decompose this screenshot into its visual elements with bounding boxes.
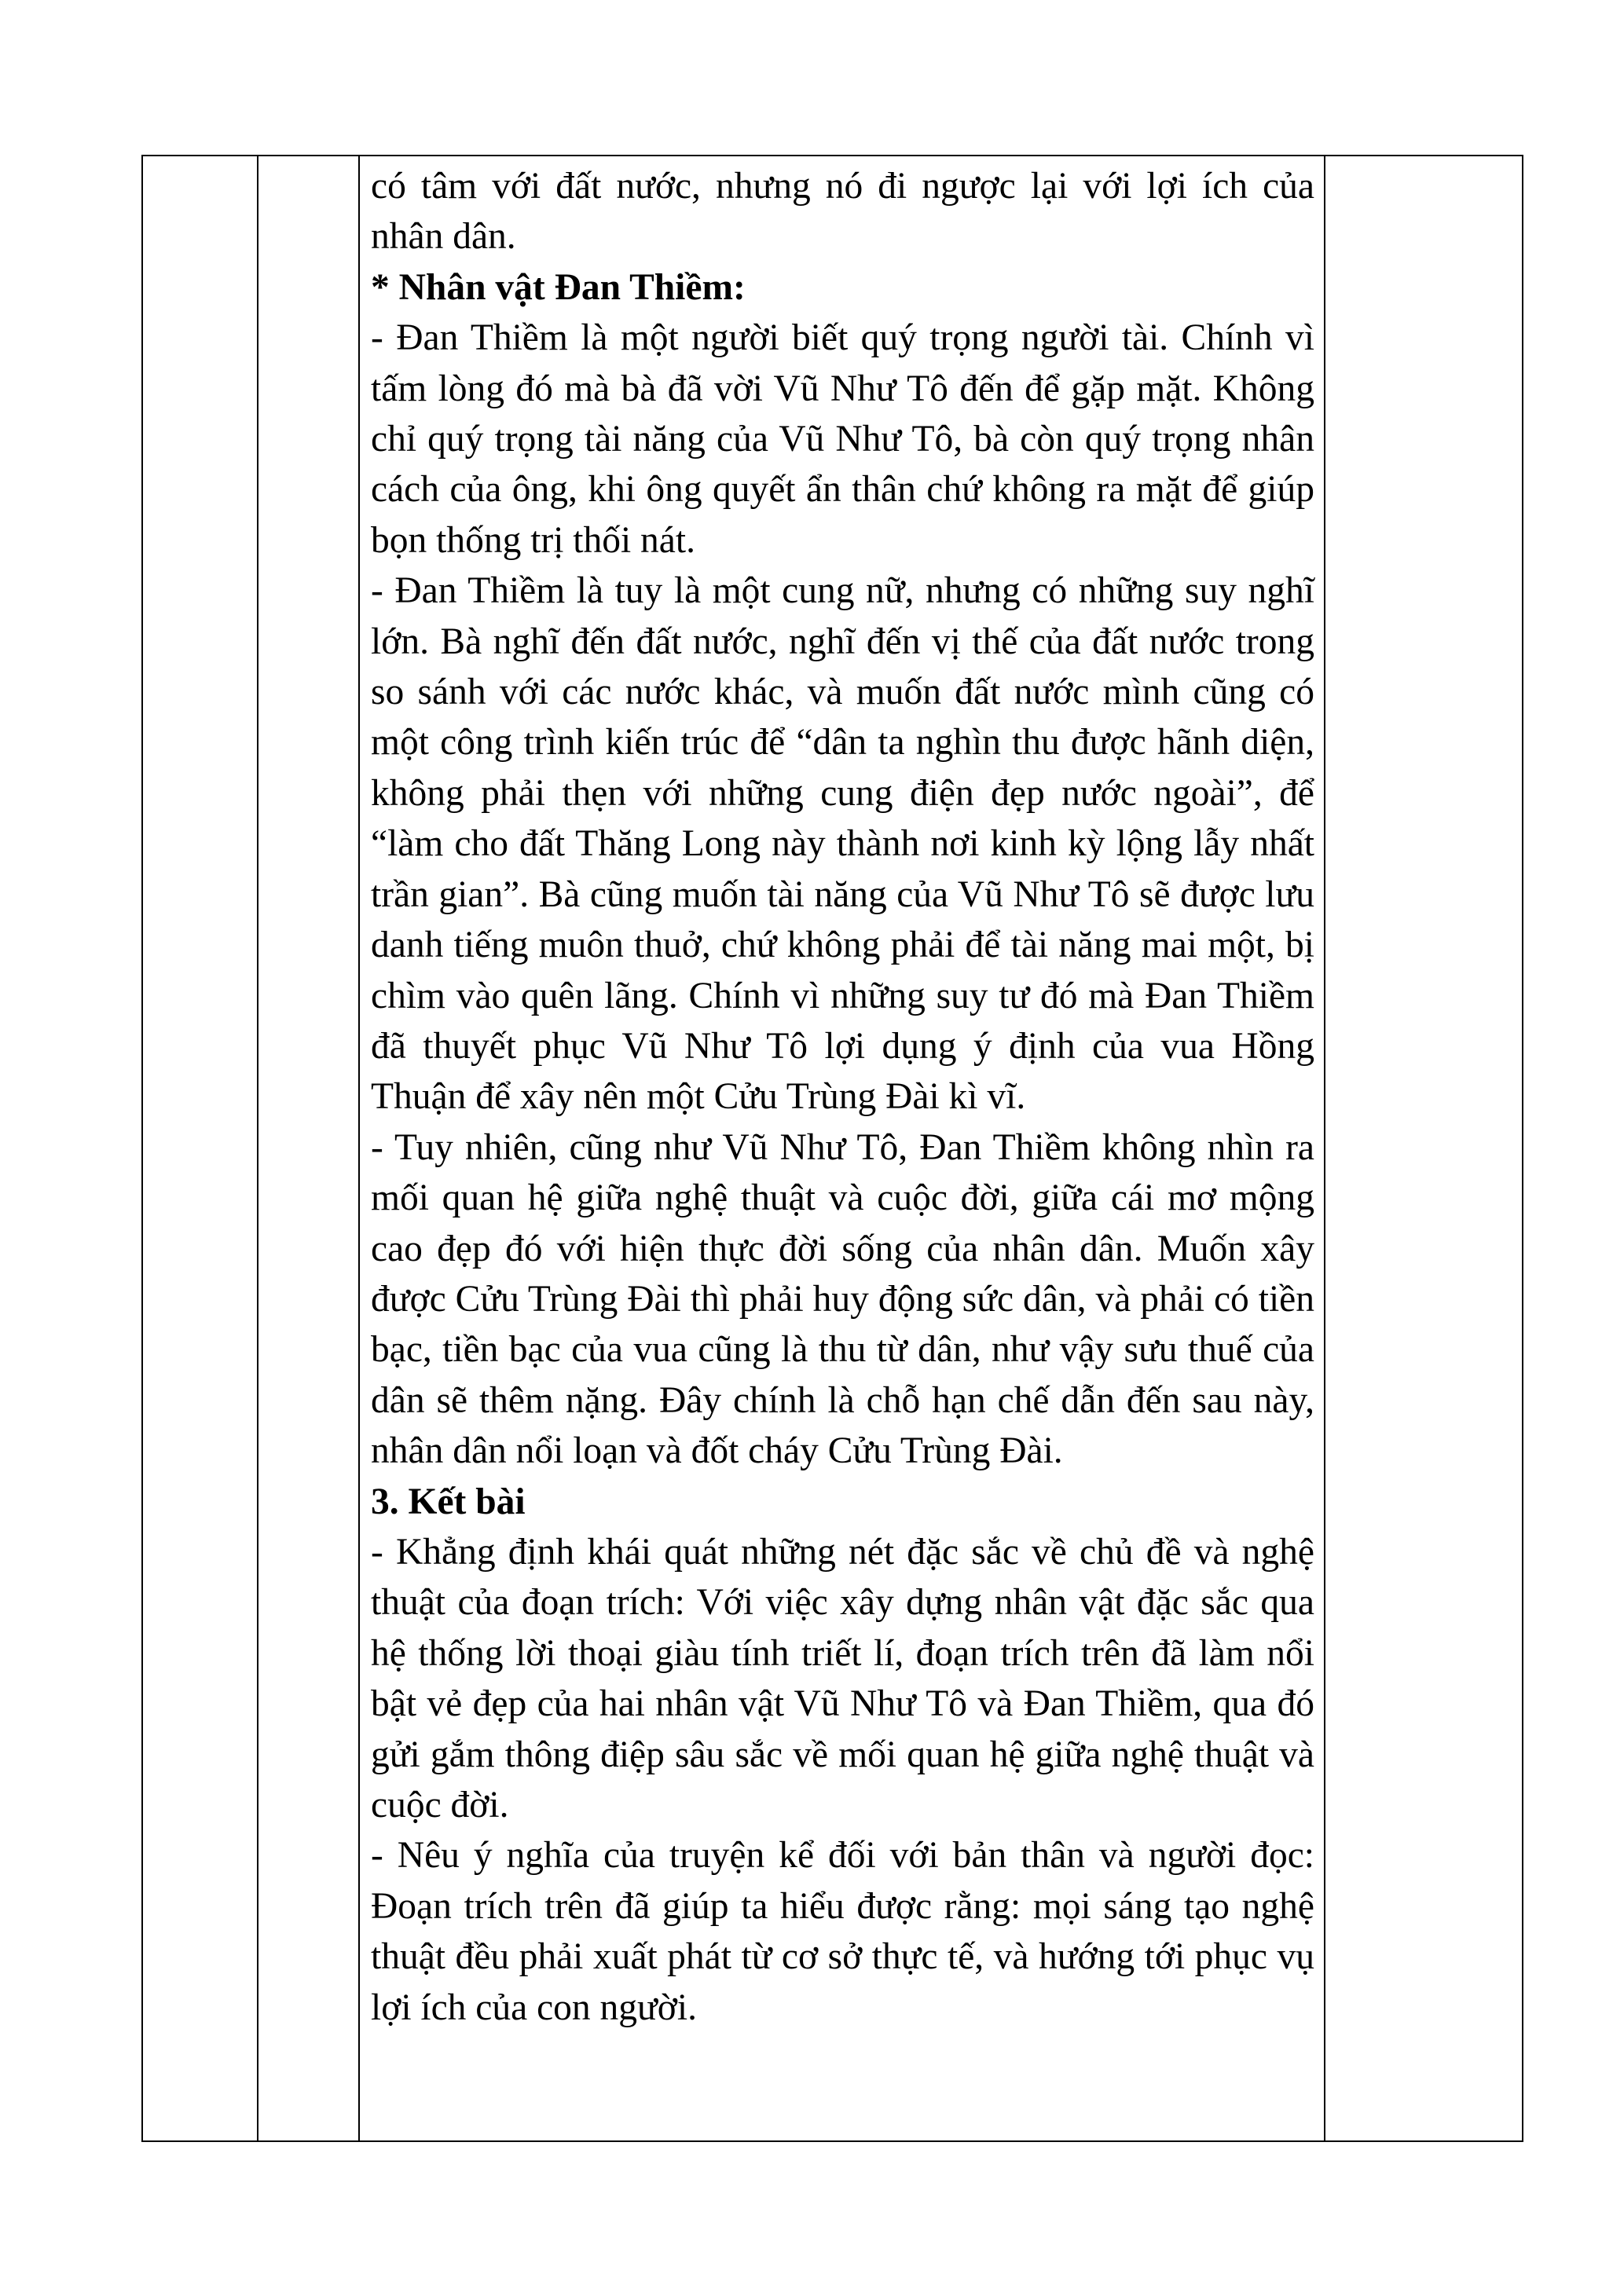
paragraph-conclusion-affirm: - Khẳng định khái quát những nét đặc sắc về chủ đề và nghệ thuật của đoạn trích: Với việc xây dựng nhân vật đặc sắc qua hệ thống lời thoại giàu tính triết lí, đoạn trích trên đã làm nổi bật vẻ đẹp của hai nhân vật Vũ Như Tô và Đan Thiềm, qua đó gửi gắm thông điệp sâu sắc về mối quan hệ giữa nghệ thuật và cuộc đời.	[371, 1531, 1314, 1825]
heading-conclusion: 3. Kết bài	[371, 1481, 526, 1522]
heading-dan-thiem: * Nhân vật Đan Thiềm:	[371, 266, 746, 308]
table-cell-score	[1325, 156, 1523, 2141]
table-cell-blank-2	[258, 156, 359, 2141]
paragraph-conclusion-meaning: - Nêu ý nghĩa của truyện kể đối với bản thân và người đọc: Đoạn trích trên đã giúp ta hiểu được rằng: mọi sáng tạo nghệ thuật đều phải xuất phát từ cơ sở thực tế, và hướng tới phục vụ lợi ích của con người.	[371, 1835, 1314, 2028]
content-cell	[359, 156, 1325, 2141]
table-cell-blank-1	[142, 156, 258, 2141]
paragraph-dan-thiem-values-talent: - Đan Thiềm là một người biết quý trọng người tài. Chính vì tấm lòng đó mà bà đã vời Vũ Như Tô đến để gặp mặt. Không chỉ quý trọng tài năng của Vũ Như Tô, bà còn quý trọng nhân cách của ông, khi ông quyết ẩn thân chứ không ra mặt để giúp bọn thống trị thối nát.	[371, 317, 1314, 561]
answer-table	[141, 155, 1523, 2142]
paragraph-dan-thiem-big-thoughts: - Đan Thiềm là tuy là một cung nữ, nhưng có những suy nghĩ lớn. Bà nghĩ đến đất nước, nghĩ đến vị thế của đất nước trong so sánh với các nước khác, và muốn đất nước mình cũng có một công trình kiến trúc để “dân ta nghìn thu được hãnh diện, không phải thẹn với những cung điện đẹp nước ngoài”, để “làm cho đất Thăng Long này thành nơi kinh kỳ lộng lẫy nhất trần gian”. Bà cũng muốn tài năng của Vũ Như Tô sẽ được lưu danh tiếng muôn thuở, chứ không phải để tài năng mai một, bị chìm vào quên lãng. Chính vì những suy tư đó mà Đan Thiềm đã thuyết phục Vũ Như Tô lợi dụng ý định của vua Hồng Thuận để xây nên một Cửu Trùng Đài kì vĩ.	[371, 570, 1314, 1118]
paragraph-dan-thiem-limitation: - Tuy nhiên, cũng như Vũ Như Tô, Đan Thiềm không nhìn ra mối quan hệ giữa nghệ thuật và cuộc đời, giữa cái mơ mộng cao đẹp đó với hiện thực đời sống của nhân dân. Muốn xây được Cửu Trùng Đài thì phải huy động sức dân, và phải có tiền bạc, tiền bạc của vua cũng là thu từ dân, như vậy sưu thuế của dân sẽ thêm nặng. Đây chính là chỗ hạn chế dẫn đến sau này, nhân dân nổi loạn và đốt cháy Cửu Trùng Đài.	[371, 1126, 1314, 1472]
table-row	[142, 156, 1523, 2141]
paragraph-intro-continuation: có tâm với đất nước, nhưng nó đi ngược lại với lợi ích của nhân dân.	[371, 166, 1314, 258]
